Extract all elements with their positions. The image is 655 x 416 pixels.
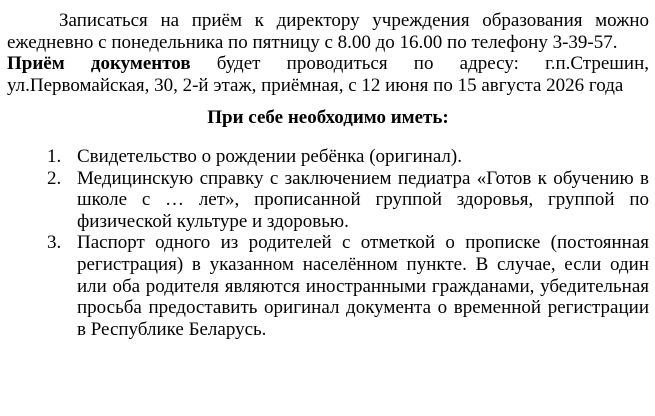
list-item-number: 3.	[47, 232, 62, 254]
paragraph-documents-bold-lead: Приём документов	[7, 53, 191, 75]
list-item	[47, 232, 649, 340]
list-item	[47, 146, 649, 168]
numbered-list	[7, 146, 649, 340]
list-item-number: 1.	[47, 145, 62, 167]
paragraph-documents-rest: будет проводиться по адресу: г.п.Стрешин, ул.Первомайская, 30, 2-й этаж, приёмная, с 12 июня по 15 августа 2026 года	[7, 53, 649, 96]
list-item-text: Медицинскую справку с заключением педиатра «Готов к обучению в школе с … лет», прописанной группой здоровья, группой по физической культуре и здоровью.	[77, 167, 649, 232]
list-item-number: 2.	[47, 167, 62, 189]
list-item-text: Свидетельство о рождении ребёнка (оригинал).	[77, 145, 462, 167]
paragraph-documents	[7, 53, 649, 96]
paragraph-appointment: Записаться на приём к директору учреждения образования можно ежедневно с понедельника по пятницу с 8.00 до 16.00 по телефону 3-39-57.	[7, 10, 649, 53]
list-item-text: Паспорт одного из родителей с отметкой о прописке (постоянная регистрация) в указанном населённом пункте. В случае, если один или оба родителя являются иностранными гражданами, убедительная просьба предоставить оригинал документа о временной регистрации в Республике Беларусь.	[77, 232, 649, 340]
section-heading: При себе необходимо иметь:	[207, 107, 449, 129]
list-item	[47, 168, 649, 233]
